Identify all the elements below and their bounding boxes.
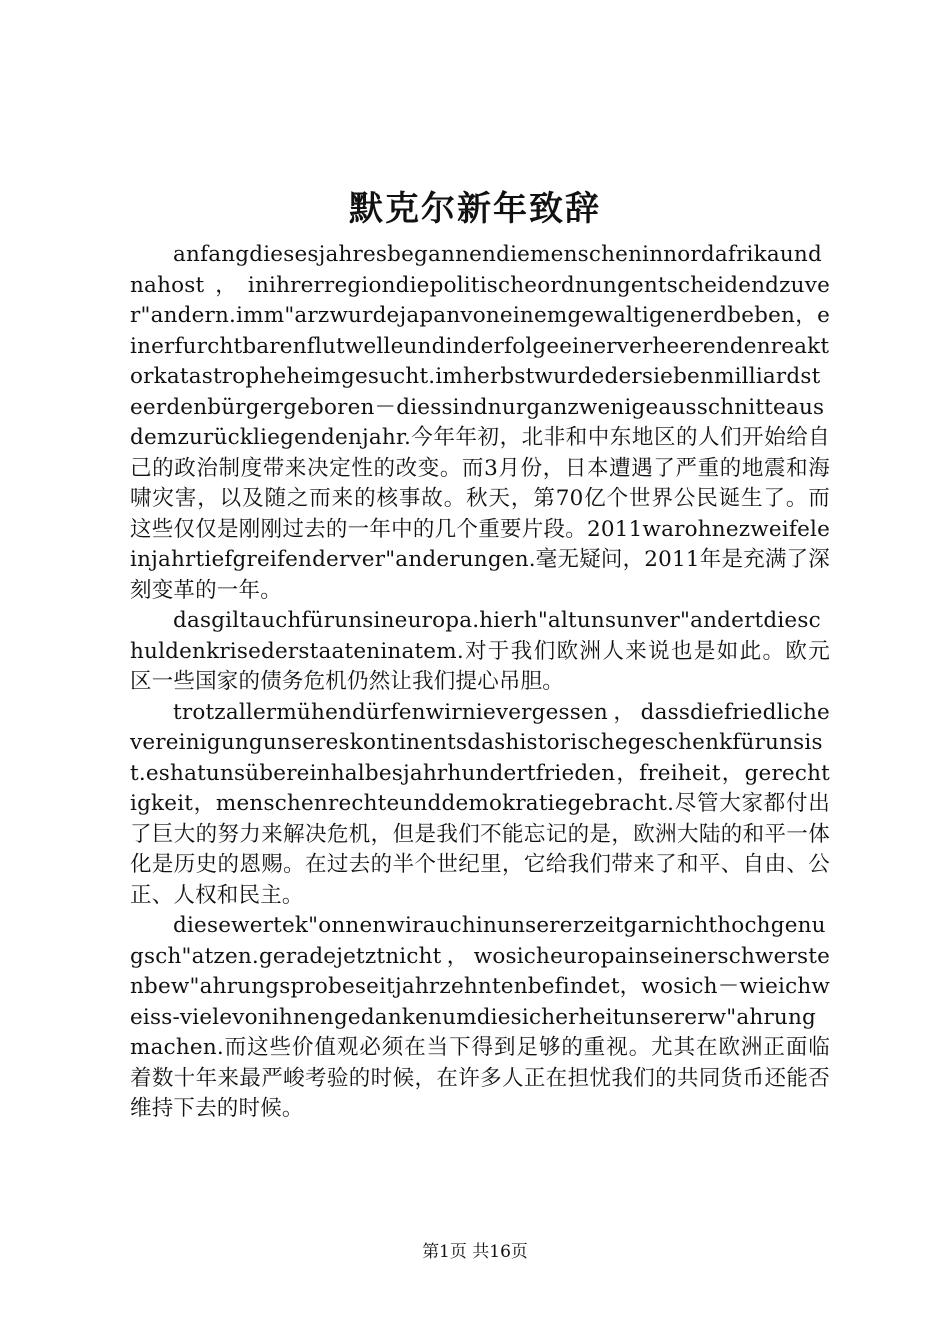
document-body [130,240,830,1125]
page-number-footer: 第1页 共16页 [422,1242,528,1262]
paragraph-3: trotzallermühendürfenwirnievergessen，dassdiefriedlichevereinigungunsereskontinentsdashistorischegeschenkfürunsist.eshatunsübereinhalbesjahrhundertfrieden，freiheit，gerechtigkeit，menschenrechteunddemokratiegebracht.尽管大家都付出了巨大的努力来解决危机，但是我们不能忘记的是，欧洲大陆的和平一体化是历史的恩赐。在过去的半个世纪里，它给我们带来了和平、自由、公正、人权和民主。 [130,699,830,908]
paragraph-1: anfangdiesesjahresbegannendiemenscheninnordafrikaundnahost，inihrerregiondiepolitischeordnungentscheidendzuver"andern.imm"arzwurdejapanvoneinemgewaltigenerdbeben，einerfurchtbarenflutwelleundinderfolgeeinerverheerendenreaktorkatastropheheimgesucht.imherbstwurdedersiebenmilliardsteerdenbürgergeboren－diessindnurganzwenigeausschnitteausdemzurückliegendenjahr.今年年初，北非和中东地区的人们开始给自己的政治制度带来决定性的改变。而3月份，日本遭遇了严重的地震和海啸灾害，以及随之而来的核事故。秋天，第70亿个世界公民诞生了。而这些仅仅是刚刚过去的一年中的几个重要片段。2011warohnezweifeleinjahrtiefgreifenderver"anderungen.毫无疑问，2011年是充满了深刻变革的一年。 [130,242,831,603]
paragraph-4: diesewertek"onnenwirauchinunsererzeitgarnichthochgenugsch"atzen.geradejetztnicht，wosicheuropainseinerschwerstenbew"ahrungsprobeseitjahrzehntenbefindet，wosich－wieichweiss-vielevonihnengedankenumdiesicherheitunsererw"ahrungmachen.而这些价值观必须在当下得到足够的重视。尤其在欧洲正面临着数十年来最严峻考验的时候，在许多人正在担忧我们的共同货币还能否维持下去的时候。 [130,913,830,1121]
paragraph-2: dasgiltauchfürunsineuropa.hierh"altunsunver"andertdieschuldenkrisederstaateninatem.对于我们欧洲人来说也是如此。欧元区一些国家的债务危机仍然让我们提心吊胆。 [130,608,830,694]
document-title: 默克尔新年致辞 [349,189,601,229]
